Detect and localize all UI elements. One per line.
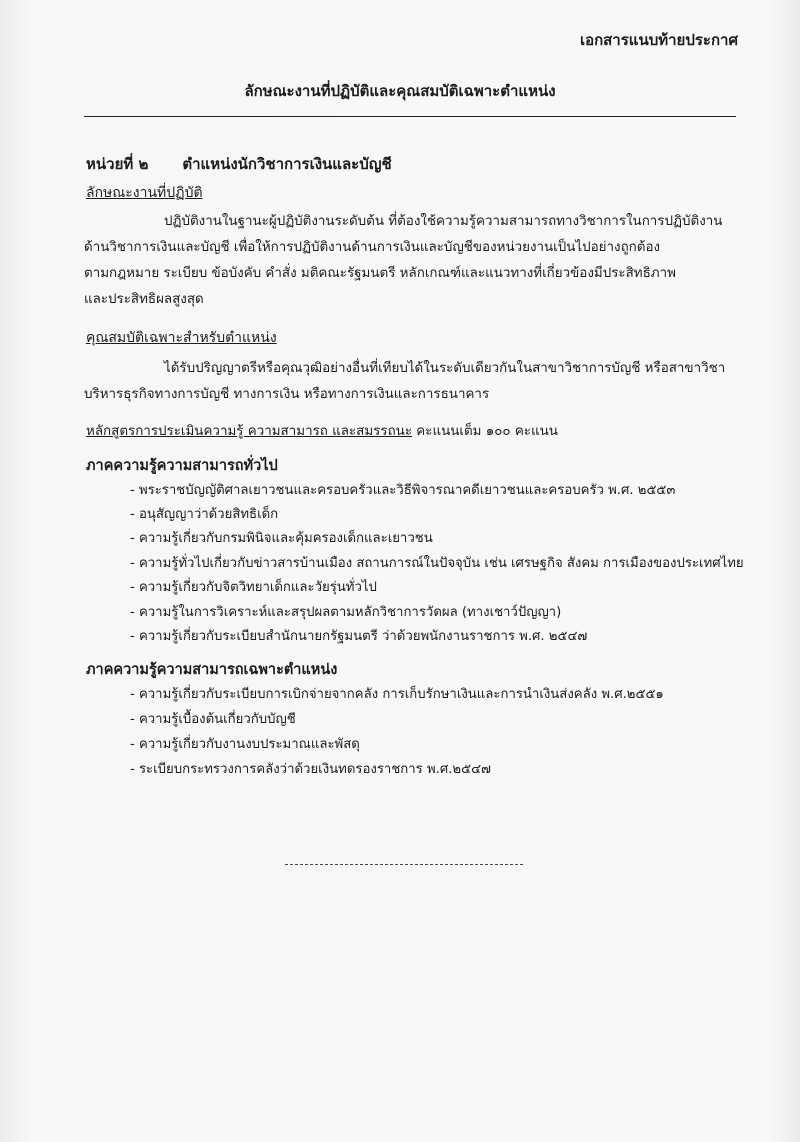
list-item: - ระเบียบกระทรวงการคลังว่าด้วยเงินทดรองราชการ พ.ศ.๒๕๔๗	[130, 762, 491, 777]
list-item: - ความรู้เกี่ยวกับระเบียบการเบิกจ่ายจากคลัง การเก็บรักษาเงินและการนำเงินส่งคลัง พ.ศ.๒๕๕๑	[130, 687, 664, 702]
list-item: - ความรู้เกี่ยวกับจิตวิทยาเด็กและวัยรุ่นทั่วไป	[130, 580, 377, 595]
list-item: - ความรู้ในการวิเคราะห์และสรุปผลตามหลักวิชาการวัดผล (ทางเชาว์ปัญญา)	[130, 605, 562, 620]
unit-heading	[86, 152, 392, 176]
position-name: ตำแหน่งนักวิชาการเงินและบัญชี	[182, 155, 392, 173]
list-item: - ความรู้เบื้องต้นเกี่ยวกับบัญชี	[130, 712, 296, 727]
header-note: เอกสารแนบท้ายประกาศ	[579, 31, 738, 49]
list-item: - พระราชบัญญัติศาลเยาวชนและครอบครัวและวิธีพิจารณาคดีเยาวชนและครอบครัว พ.ศ. ๒๕๕๓	[130, 483, 676, 498]
duties-heading: ลักษณะงานที่ปฏิบัติ	[86, 185, 203, 201]
duties-paragraph	[84, 209, 740, 313]
criteria-score: คะแนนเต็ม ๑๐๐ คะแนน	[412, 424, 558, 439]
duties-line: ตามกฎหมาย ระเบียบ ข้อบังคับ คำสั่ง มติคณะรัฐมนตรี หลักเกณฑ์และแนวทางที่เกี่ยวข้องมีประสิทธิภาพ	[84, 266, 676, 281]
end-divider	[285, 864, 523, 865]
list-item: - ความรู้เกี่ยวกับงานงบประมาณและพัสดุ	[130, 737, 360, 752]
assessment-criteria	[86, 420, 558, 441]
list-item: - ความรู้เกี่ยวกับกรมพินิจและคุ้มครองเด็กและเยาวชน	[130, 531, 433, 546]
qualifications-line: ได้รับปริญญาตรีหรือคุณวุฒิอย่างอื่นที่เทียบได้ในระดับเดียวกันในสาขาวิชาการบัญชี หรือสาขาวิชา	[164, 361, 726, 376]
duties-line: ปฏิบัติงานในฐานะผู้ปฏิบัติงานระดับต้น ที่ต้องใช้ความรู้ความสามารถทางวิชาการในการปฏิบัติงาน	[164, 214, 723, 229]
unit-label: หน่วยที่ ๒	[86, 155, 149, 173]
list-item: - ความรู้เกี่ยวกับระเบียบสำนักนายกรัฐมนตรี ว่าด้วยพนักงานราชการ พ.ศ. ๒๕๔๗	[130, 629, 588, 644]
document-title: ลักษณะงานที่ปฏิบัติและคุณสมบัติเฉพาะตำแหน่ง	[244, 82, 556, 100]
general-knowledge-title: ภาคความรู้ความสามารถทั่วไป	[86, 458, 278, 474]
list-item: - ความรู้ทั่วไปเกี่ยวกับข่าวสารบ้านเมือง สถานการณ์ในปัจจุบัน เช่น เศรษฐกิจ สังคม การเมืองของประเทศไทย	[130, 556, 744, 571]
list-item: - อนุสัญญาว่าด้วยสิทธิเด็ก	[130, 507, 279, 522]
duties-line: และประสิทธิผลสูงสุด	[84, 292, 204, 307]
title-divider	[84, 116, 736, 117]
criteria-title: หลักสูตรการประเมินความรู้ ความสามารถ และสมรรถนะ	[86, 424, 413, 439]
duties-line: ด้านวิชาการเงินและบัญชี เพื่อให้การปฏิบัติงานด้านการเงินและบัญชีของหน่วยงานเป็นไปอย่างถูกต้อง	[84, 240, 661, 255]
specific-knowledge-title: ภาคความรู้ความสามารถเฉพาะตำแหน่ง	[86, 662, 338, 678]
qualifications-paragraph	[84, 356, 740, 408]
qualifications-heading: คุณสมบัติเฉพาะสำหรับตำแหน่ง	[86, 330, 277, 346]
qualifications-line: บริหารธุรกิจทางการบัญชี ทางการเงิน หรือทางการเงินและการธนาคาร	[84, 387, 490, 402]
